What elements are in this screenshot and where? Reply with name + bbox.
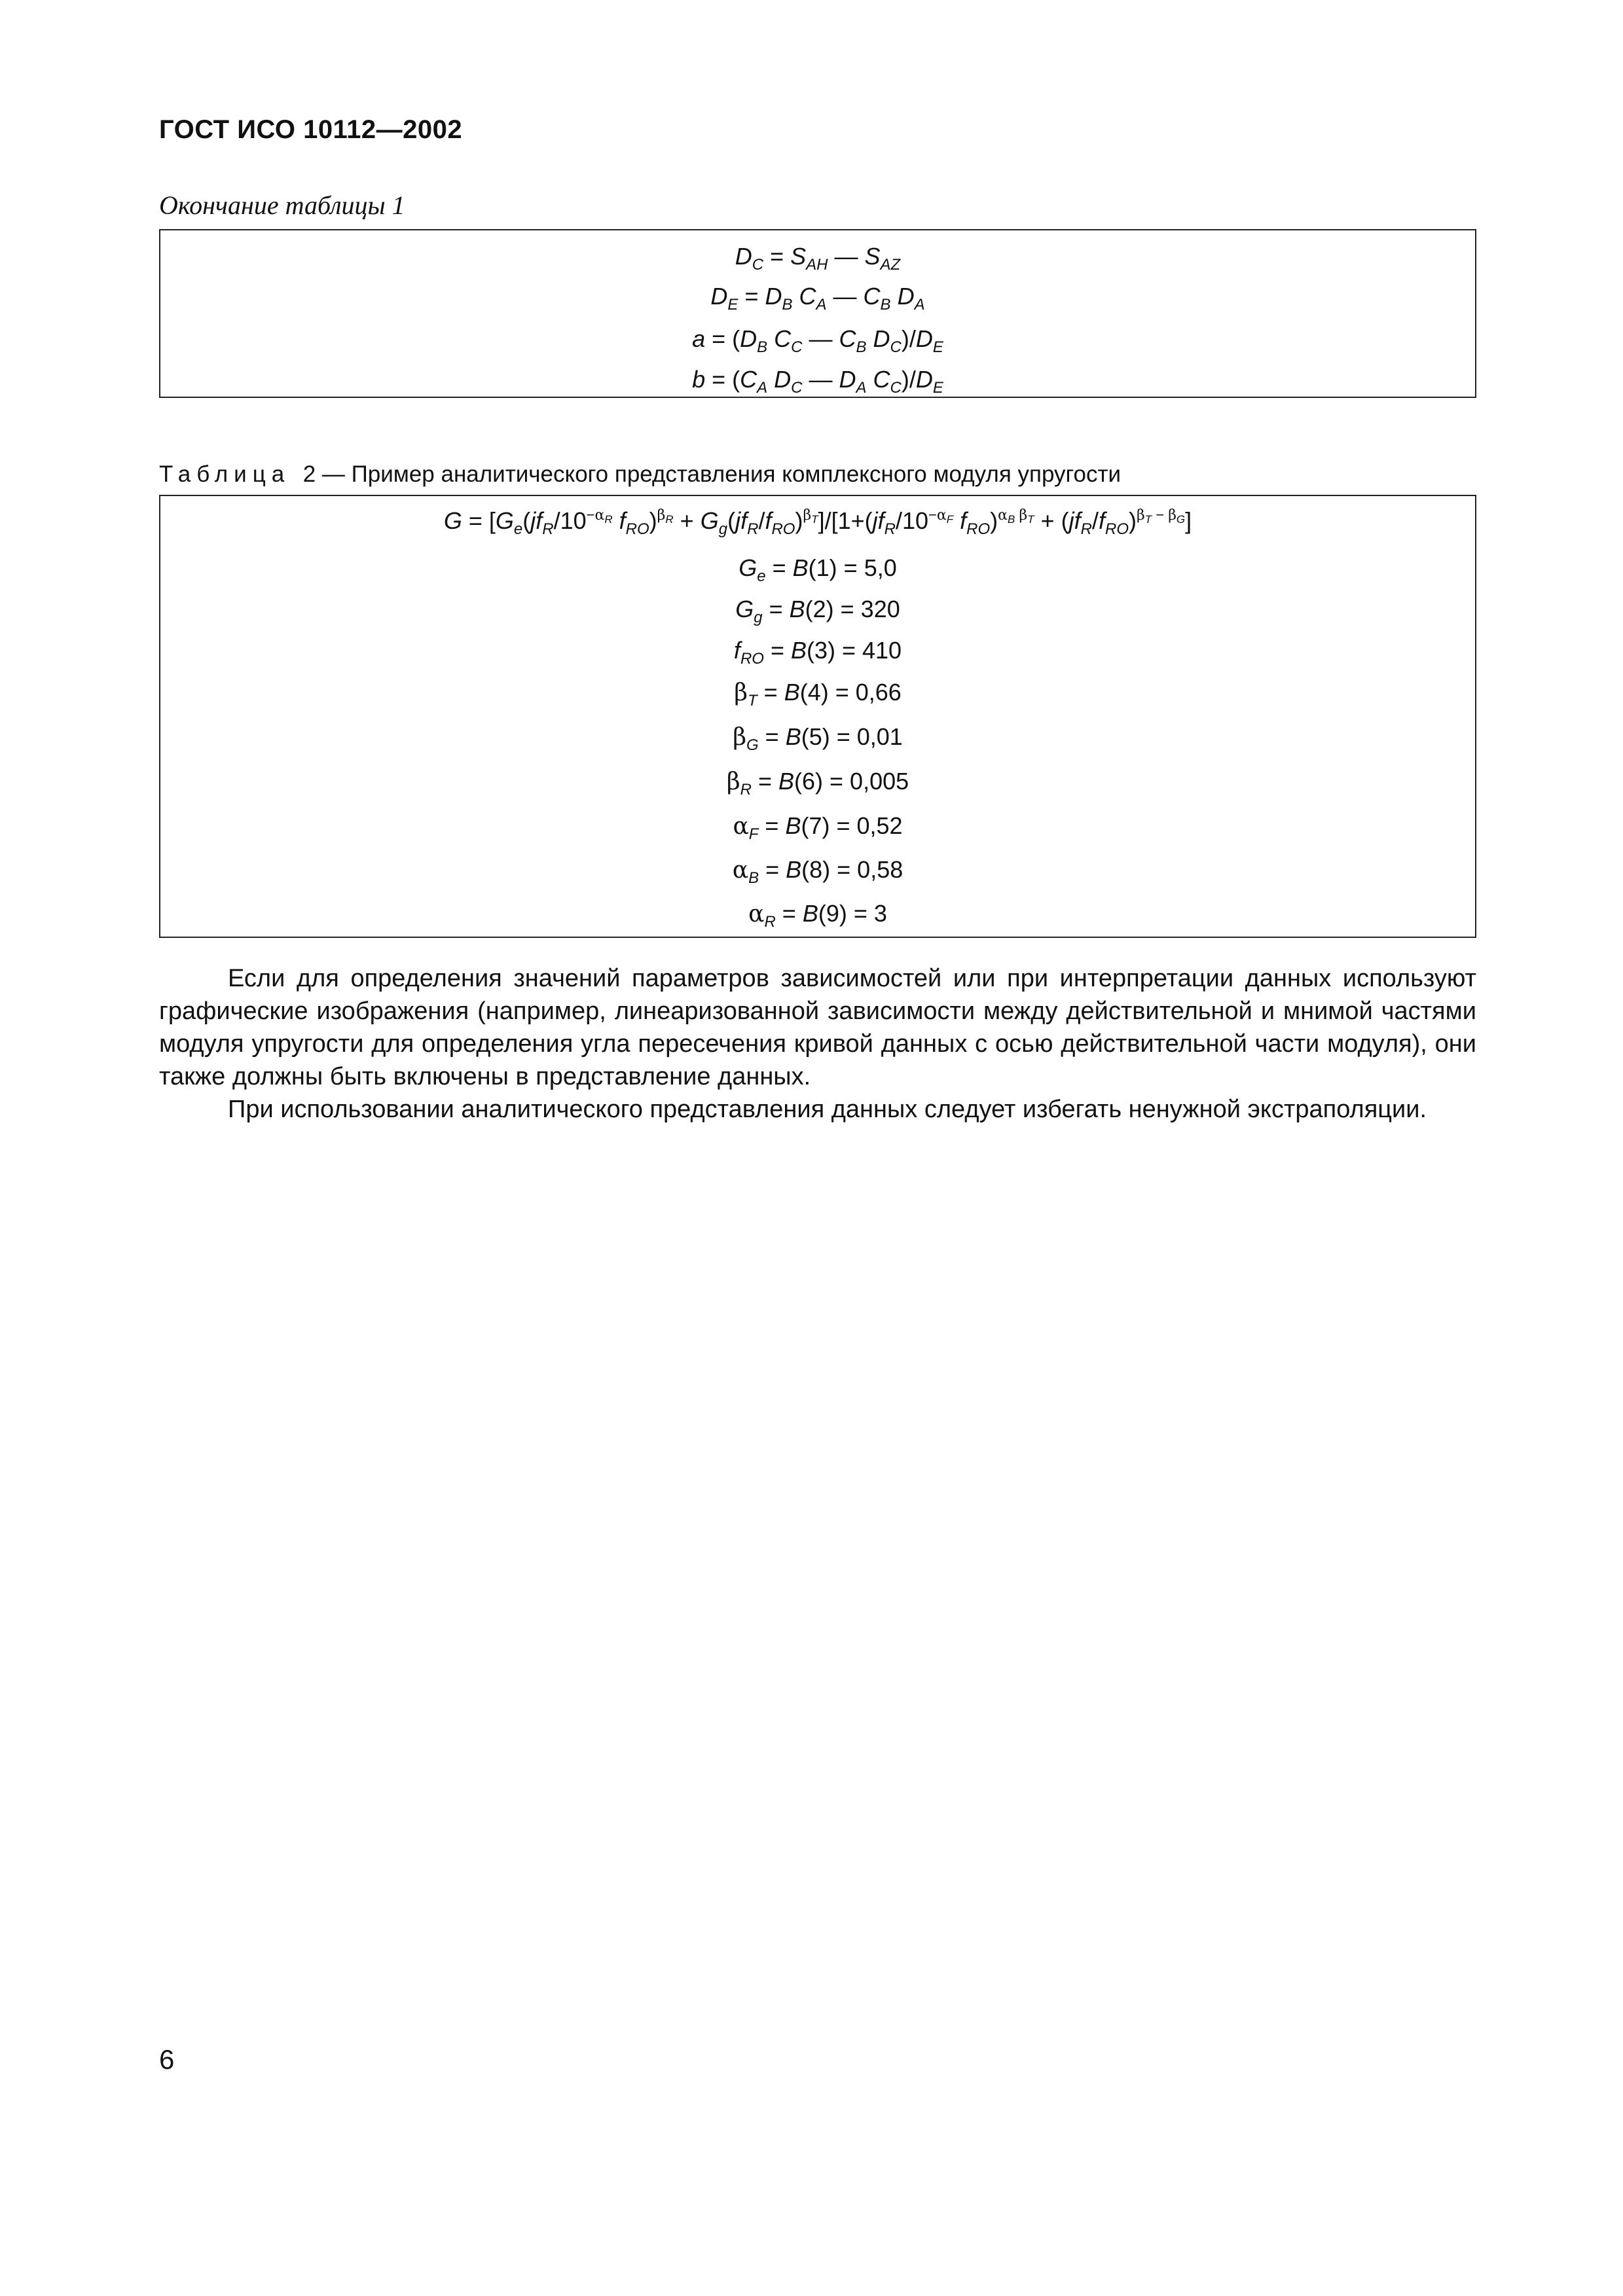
parameter-row: $\beta_T = B(4) = 0,66$ xyxy=(734,679,902,709)
formula-row: $D_E = D_B$ $C_A$ — $C_B$ $D_A$ xyxy=(710,283,925,314)
parameter-row: $\beta_G = B(5) = 0,01$ xyxy=(733,723,903,754)
table2-caption xyxy=(159,461,1121,488)
main-formula: $G = [G_e(jf_R/10^{-\alpha_R}$ $f_{RO})^{\beta_R} + G_g(jf_R/f_{RO})^{\beta_T}]/[1+(jf_R/10^{-\alpha_F}$ $f_{RO})^{\alpha_B \beta_T} + (jf_R/f_{RO})^{\beta_T - \beta_G}$] xyxy=(443,507,1192,538)
table-label: Таблица xyxy=(159,461,291,487)
paragraph: Если для определения значений параметров зависимостей или при интерпретации данных используют графические изображения (например, линеаризованной зависимости между действительной и мнимой частями модуля упругости для определения угла пересечения кривой данных с осью действительной части модуля), они также должны быть включены в представление данных. xyxy=(159,965,1476,1090)
parameter-row: $G_e = B(1) = 5,0$ xyxy=(739,554,897,585)
table1-formula-box xyxy=(159,229,1476,398)
body-text xyxy=(159,962,1476,1126)
parameter-row: $f_{RO} = B(3) = 410$ xyxy=(733,637,902,668)
table-caption-text: 2 — Пример аналитического представления комплексного модуля упругости xyxy=(302,461,1122,487)
parameter-row: $\alpha_F = B(7) = 0,52$ xyxy=(733,812,903,843)
parameter-row: $\alpha_B = B(8) = 0,58$ xyxy=(732,856,903,887)
parameter-row: $G_g = B(2) = 320$ xyxy=(735,596,900,626)
page-header: ГОСТ ИСО 10112—2002 xyxy=(159,115,463,144)
parameter-row: $\alpha_R = B(9) = 3$ xyxy=(748,900,887,931)
formula-row: $D_C = S_{AH}$ — $S_{AZ}$ xyxy=(735,243,901,274)
parameter-row: $\beta_R = B(6) = 0,005$ xyxy=(726,768,909,798)
formula-row: $b = (C_A$ $D_C$ — $D_A$ $C_C)/D_E$ xyxy=(692,366,943,397)
paragraph: При использовании аналитического представления данных следует избегать ненужной экстраполяции. xyxy=(228,1096,1427,1123)
page-number: 6 xyxy=(159,2044,175,2075)
table-continuation-label: Окончание таблицы 1 xyxy=(159,190,405,220)
formula-row: $a = (D_B$ $C_C$ — $C_B$ $D_C)/D_E$ xyxy=(692,325,943,356)
table2-formula-box xyxy=(159,495,1476,938)
